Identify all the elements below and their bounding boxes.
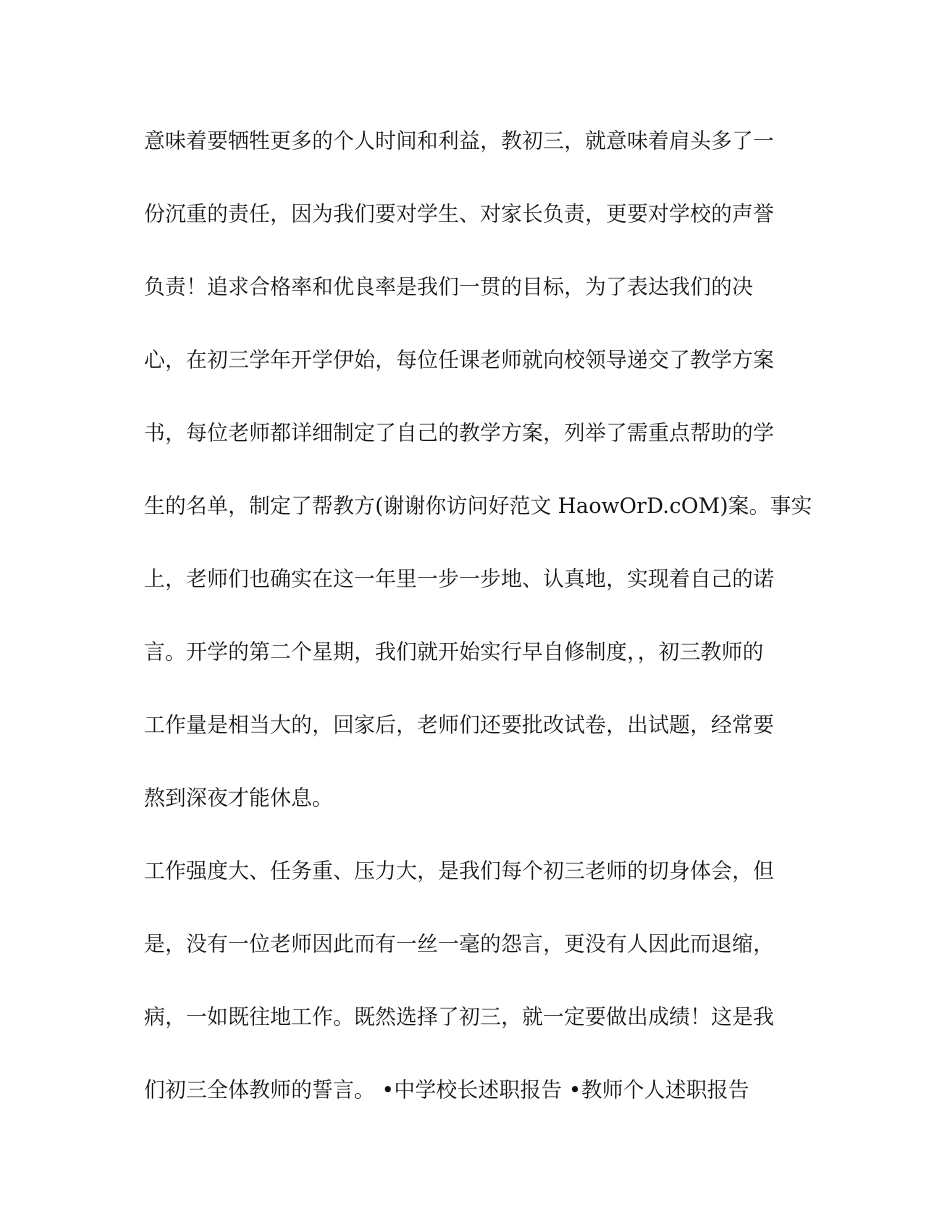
text-line: 工作量是相当大的，回家后，老师们还要批改试卷，出试题，经常要 (144, 713, 774, 737)
text-line: 们初三全体教师的誓言。 •中学校长述职报告 •教师个人述职报告 (144, 1078, 750, 1102)
text-line: 上，老师们也确实在这一年里一步一步地、认真地，实现着自己的诺 (144, 567, 774, 591)
text-line: 工作强度大、任务重、压力大，是我们每个初三老师的切身体会，但 (144, 859, 774, 883)
text-line: 负责！追求合格率和优良率是我们一贯的目标，为了表达我们的决 (144, 275, 753, 299)
text-line: 病，一如既往地工作。既然选择了初三，就一定要做出成绩！这是我 (144, 1005, 774, 1029)
text-line: 意味着要牺牲更多的个人时间和利益，教初三，就意味着肩头多了一 (144, 129, 774, 153)
text-line: 书，每位老师都详细制定了自己的教学方案，列举了需重点帮助的学 (144, 421, 774, 445)
text-line: 熬到深夜才能休息。 (144, 786, 333, 810)
body-text (144, 121, 824, 1143)
text-line: 份沉重的责任，因为我们要对学生、对家长负责，更要对学校的声誉 (144, 202, 774, 226)
text-line: 心，在初三学年开学伊始，每位任课老师就向校领导递交了教学方案 (144, 348, 774, 372)
text-line: 生的名单，制定了帮教方(谢谢你访问好范文 HaowOrD.cOM)案。事实 (144, 494, 813, 518)
text-line: 是，没有一位老师因此而有一丝一毫的怨言，更没有人因此而退缩， (144, 932, 774, 956)
text-line: 言。开学的第二个星期，我们就开始实行早自修制度，，初三教师的 (144, 640, 764, 664)
